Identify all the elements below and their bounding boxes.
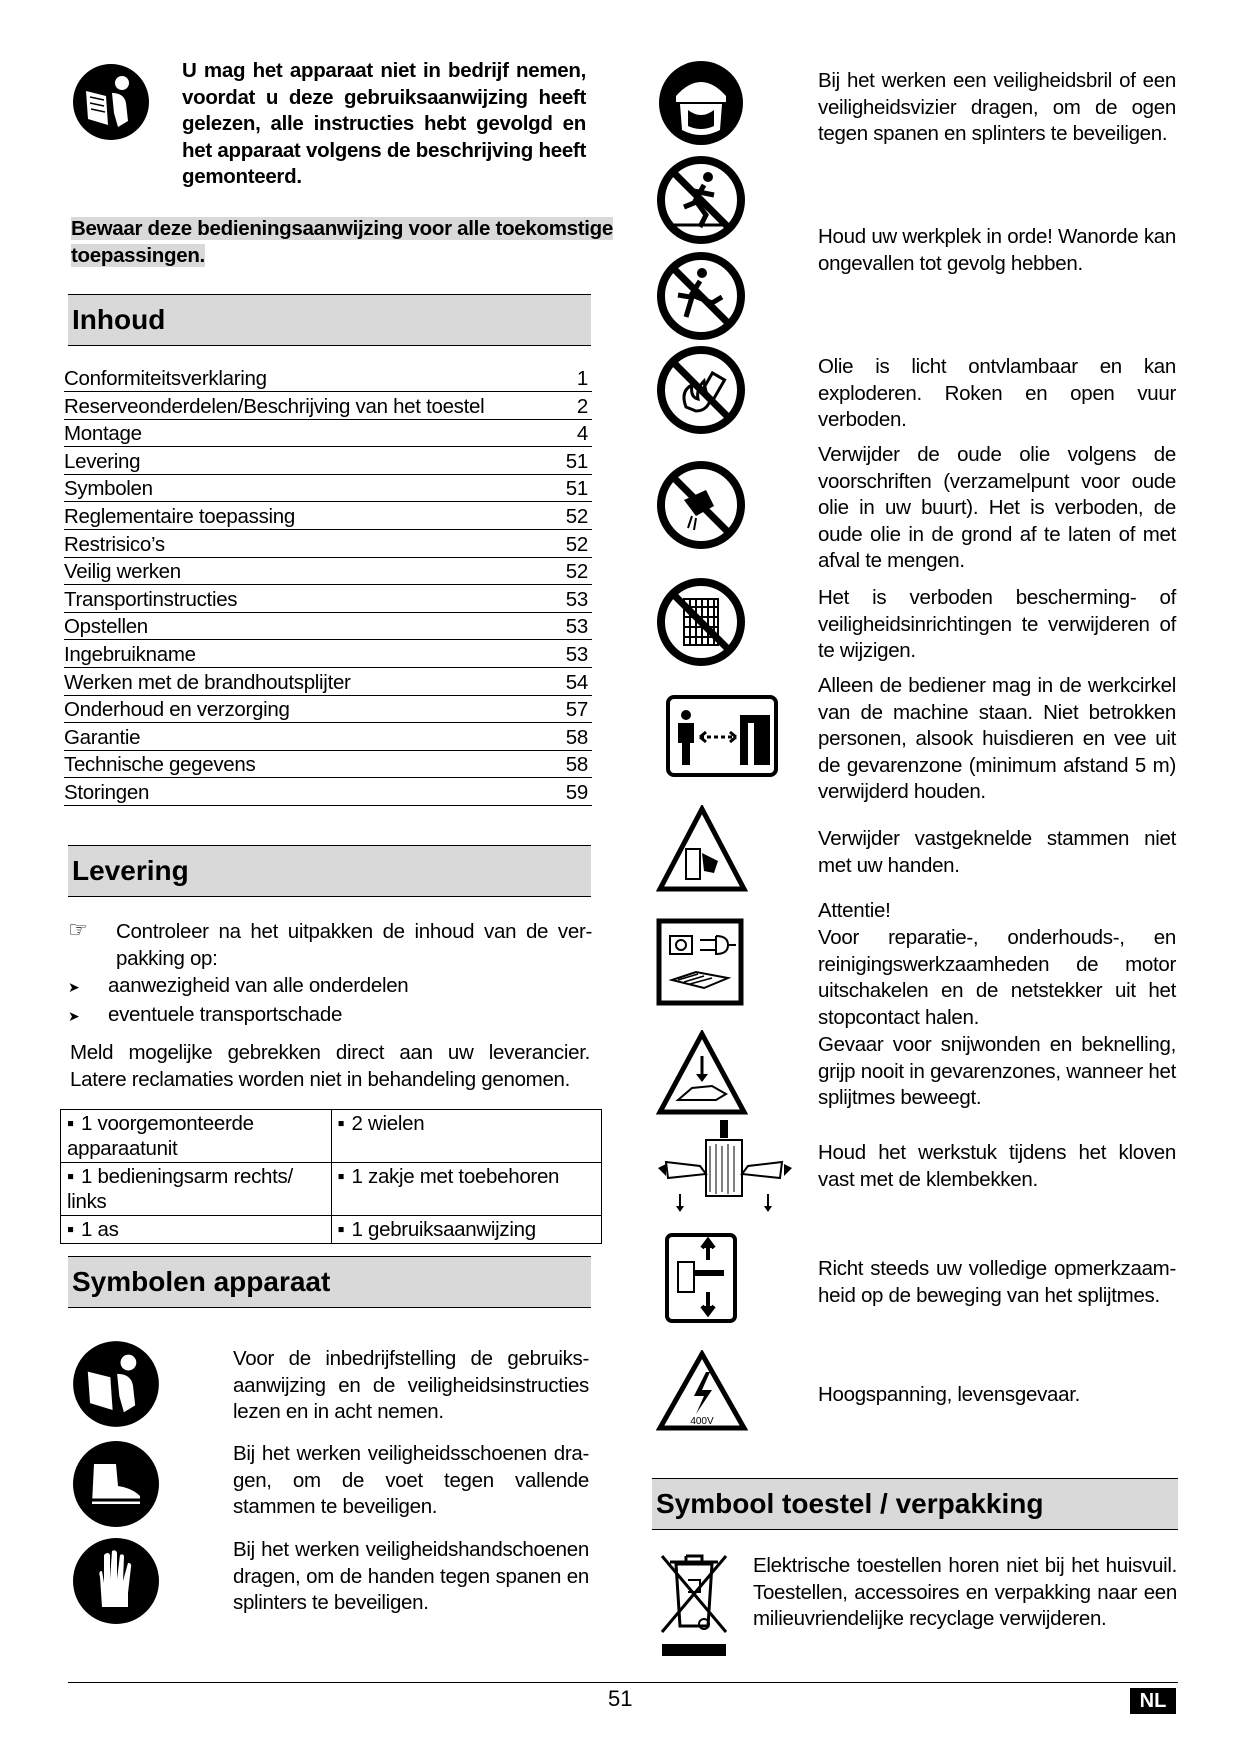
toc-row [64, 695, 592, 723]
toc-row [64, 585, 592, 613]
symbol-text-gloves: Bij het werken veiligheidshandschoenen dragen, om de handen tegen spanen en splinters te beveiligen. [233, 1538, 589, 1614]
table-cell: ▪ 1 gebruiksaanwijzing [331, 1216, 602, 1244]
list-item [68, 1001, 408, 1030]
no-oil-dumping-icon [656, 460, 746, 550]
toc-page: 52 [565, 532, 588, 556]
table-cell: ▪ 1 as [61, 1216, 332, 1244]
toc-row [64, 723, 592, 751]
voltage-label: 400V [690, 1416, 714, 1427]
toc-label: Levering [64, 449, 141, 473]
toc-label: Transportinstructies [64, 587, 238, 611]
symbol-text-manual: Voor de inbedrijfstelling de gebruiks-aanwijzing en de veiligheidsinstructies lezen en in acht nemen. [233, 1347, 589, 1423]
table-row [61, 1110, 602, 1163]
table-cell-text: 1 voorgemonteerde apparaatunit [67, 1112, 254, 1160]
symbol-text-voltage: Hoogspanning, levensgevaar. [818, 1383, 1081, 1406]
delivery-check-line-2: pakking op: [116, 947, 218, 970]
toc-label: Garantie [64, 725, 141, 749]
toc-label: Veilig werken [64, 560, 181, 584]
symbol-text-oil-dumping: Verwijder de oude olie volgens de voorschriften (verzamelpunt voor oude olie in uw buurt). Het is verboden, de oude olie in de grond af te laten of met afval te mengen. [818, 443, 1176, 572]
toc-page: 57 [565, 698, 588, 722]
toc-row [64, 364, 592, 392]
delivery-bullets [68, 972, 408, 1030]
intro-warning: U mag het apparaat niet in bedrijf nemen, voordat u deze gebruiksaanwijzing heeft gelezen, alle instructies hebt gevolgd en het apparaat volgens de beschrijving heeft gemonteerd. [182, 59, 586, 188]
language-badge: NL [1130, 1688, 1176, 1714]
high-voltage-icon [656, 1350, 748, 1432]
delivery-check-line-1: Controleer na het uitpakken de inhoud van de ver- [116, 920, 592, 943]
toc-row [64, 612, 592, 640]
safety-shoes-icon [72, 1440, 160, 1528]
symbol-text-shoes: Bij het werken veiligheidsschoenen dra-gen, om de voet tegen vallende stammen te beveiligen. [233, 1442, 589, 1518]
toc-page: 2 [576, 394, 588, 418]
symbol-text-oil-fire: Olie is licht ontvlambaar en kan exploderen. Roken en open vuur verboden. [818, 355, 1176, 431]
footer-rule [68, 1682, 1178, 1683]
keep-distance-icon [666, 695, 778, 777]
table-cell-text: 1 as [81, 1218, 119, 1241]
toc-label: Storingen [64, 781, 150, 804]
weee-crossed-bin-icon [656, 1548, 732, 1658]
symbol-text-tripping: Houd uw werkplek in orde! Wanorde kan ongevallen tot gevolg hebben. [818, 225, 1176, 275]
table-cell: ▪ 1 voorgemonteerde apparaatunit [61, 1110, 332, 1163]
toc-page: 54 [565, 670, 588, 694]
face-shield-icon [658, 60, 744, 146]
no-tripping-icon [656, 155, 746, 245]
read-manual-icon [72, 63, 150, 141]
toc-row [64, 447, 592, 475]
packaging-text: Elektrische toestellen horen niet bij het huisvuil. Toestellen, accessoires en verpakking naar een milieuvriendelijke recyclage verwijderen. [753, 1554, 1177, 1630]
toc-row [64, 668, 592, 696]
list-item [68, 972, 408, 1001]
symbol-text-distance: Alleen de bediener mag in de werkcirkel van de machine staan. Niet betrokken personen, alsook huisdieren en vee uit de gevarenzone (minimum afstand 5 m) verwijderd houden. [818, 674, 1176, 803]
symbol-text-jammed: Verwijder vastgeknelde stammen niet met uw handen. [818, 827, 1176, 877]
toc-page: 1 [576, 367, 588, 390]
symbol-text-cutting: Gevaar voor snijwonden en beknelling, grijp nooit in gevarenzones, wanneer het splijtmes beweegt. [818, 1033, 1176, 1109]
table-cell-text: 1 zakje met toebehoren [351, 1165, 560, 1188]
toc-page: 53 [565, 615, 588, 639]
toc-row [64, 419, 592, 447]
toc-row [64, 778, 592, 806]
toc-label: Technische gegevens [64, 753, 256, 777]
toc-label: Werken met de brandhoutsplijter [64, 670, 351, 694]
toc-page: 52 [565, 560, 588, 584]
toc-label: Opstellen [64, 615, 148, 639]
read-manual-icon [72, 1340, 160, 1428]
table-cell: ▪ 2 wielen [331, 1110, 602, 1163]
keep-manual-note [71, 215, 613, 269]
keep-manual-line-2: toepassingen. [71, 244, 205, 267]
toc-label: Onderhoud en verzorging [64, 698, 290, 722]
symbol-text-guards: Het is verboden bescherming- of veiligheidsinrichtingen te verwijderen of te wijzigen. [818, 586, 1176, 662]
toc-row [64, 640, 592, 668]
toc-row [64, 502, 592, 530]
table-row [61, 1216, 602, 1244]
table-cell: ▪ 1 bedieningsarm rechts/ links [61, 1163, 332, 1216]
jammed-log-warning-icon [656, 805, 748, 893]
pointing-hand-icon: ☞ [68, 917, 88, 942]
toc-row [64, 750, 592, 778]
table-row [61, 1163, 602, 1216]
unplug-before-maintenance-icon [656, 918, 744, 1006]
toc-label: Ingebruikname [64, 643, 196, 666]
toc-page: 53 [565, 587, 588, 611]
toc-page: 4 [576, 422, 588, 446]
toc-label: Conformiteitsverklaring [64, 367, 267, 390]
table-cell-text: 2 wielen [351, 1112, 425, 1135]
cutting-hazard-icon [656, 1030, 748, 1116]
toc-label: Montage [64, 422, 142, 446]
symbol-text-wedge: Richt steeds uw volledige opmerkzaam-heid op de beweging van het splijtmes. [818, 1257, 1176, 1307]
toc-page: 51 [565, 449, 588, 473]
symbol-text-attention: Attentie! [818, 899, 891, 922]
toc-page: 51 [565, 477, 588, 501]
toc-label: Restrisico’s [64, 532, 165, 556]
toc-page: 58 [565, 753, 588, 777]
page-number: 51 [608, 1686, 633, 1711]
safety-gloves-icon [72, 1537, 160, 1625]
symbol-text-clamp: Houd het werkstuk tijdens het kloven vast met de klembekken. [818, 1141, 1176, 1191]
toc-row [64, 392, 592, 420]
toc-page: 58 [565, 725, 588, 749]
toc-page: 52 [565, 505, 588, 528]
toc-label: Symbolen [64, 477, 153, 501]
toc-row [64, 557, 592, 585]
table-cell: ▪ 1 zakje met toebehoren [331, 1163, 602, 1216]
toc-page: 59 [565, 781, 588, 804]
symbols-packaging-heading: Symbool toestel / verpakking [652, 1478, 1178, 1530]
toc-row [64, 530, 592, 558]
toc-heading: Inhoud [68, 294, 591, 346]
list-item-label: aanwezigheid van alle onderdelen [108, 974, 409, 997]
no-smoking-fire-icon [656, 345, 746, 435]
no-guard-removal-icon [656, 577, 746, 667]
list-item-label: eventuele transportschade [108, 1003, 343, 1026]
clamp-jaws-icon [656, 1118, 794, 1214]
toc-page: 53 [565, 643, 588, 666]
table-cell-text: 1 gebruiksaanwijzing [351, 1218, 536, 1241]
toc-label: Reserveonderdelen/Beschrijving van het toestel [64, 394, 485, 418]
splitting-wedge-motion-icon [664, 1232, 738, 1324]
toc-row [64, 474, 592, 502]
symbol-text-face-shield: Bij het werken een veiligheidsbril of een veiligheidsvizier dragen, om de ogen tegen spanen en splinters te beveiligen. [818, 69, 1176, 145]
arrow-bullet-icon: ➤ [68, 979, 80, 995]
delivery-heading: Levering [68, 845, 591, 897]
keep-manual-line-1: Bewaar deze bedieningsaanwijzing voor alle toekomstige [71, 217, 614, 240]
no-tripping-icon [656, 251, 746, 341]
arrow-bullet-icon: ➤ [68, 1008, 80, 1024]
toc-label: Reglementaire toepassing [64, 505, 295, 528]
delivery-check [68, 918, 592, 972]
symbols-device-heading: Symbolen apparaat [68, 1256, 591, 1308]
symbol-text-unplug: Voor reparatie-, onderhouds-, en reinigingswerkzaamheden de motor uitschakelen en de netstekker uit het stopcontact halen. [818, 926, 1176, 1029]
table-cell-text: 1 bedieningsarm rechts/ links [67, 1165, 293, 1213]
delivery-note: Meld mogelijke gebrekken direct aan uw leverancier. Latere reclamaties worden niet in behandeling genomen. [70, 1041, 590, 1091]
delivery-contents-table [60, 1109, 602, 1244]
